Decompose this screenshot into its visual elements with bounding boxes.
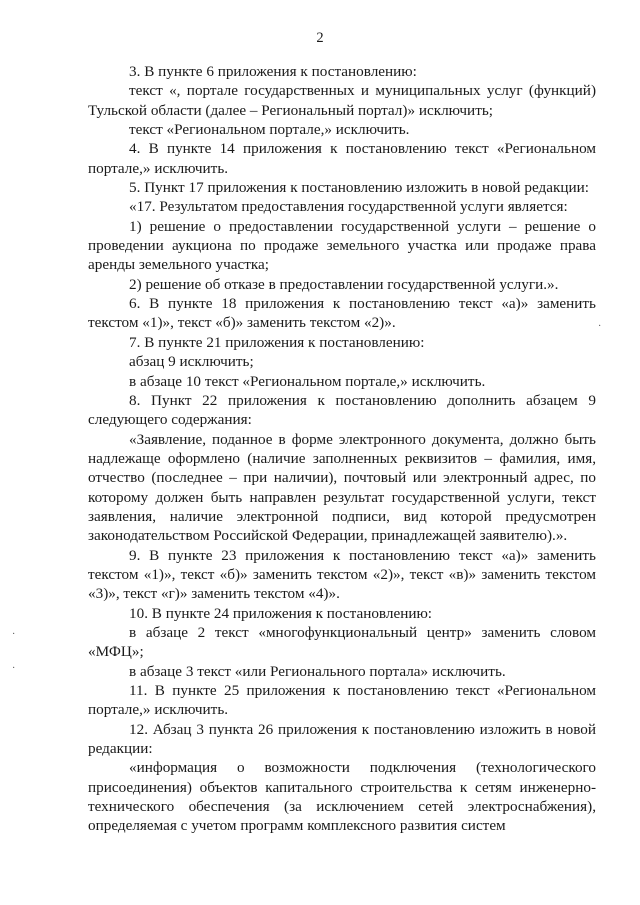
paragraph: 8. Пункт 22 приложения к постановлению дополнить абзацем 9 следующего содержания: bbox=[88, 391, 596, 429]
paragraph: текст «Региональном портале,» исключить. bbox=[129, 121, 410, 139]
paragraph: 10. В пункте 24 приложения к постановлению: bbox=[129, 604, 433, 622]
paragraph: «информация о возможности подключения (технологического присоединения) объектов капитального строительства к сетям инженерно-технического обеспечения (за исключением сетей электроснабжения), определяемая с учетом программ комплексного развития систем bbox=[88, 759, 596, 835]
paragraph: 5. Пункт 17 приложения к постановлению изложить в новой редакции: bbox=[129, 179, 589, 197]
paragraph: «Заявление, поданное в форме электронного документа, должно быть надлежаще оформлено (наличие заполненных реквизитов – фамилия, имя, отчество (последнее – при наличии), почтовый или электронный адрес, по которому должен быть направлен результат государственной услуги, текст заявления, наличие электронной подписи, вид которой предусмотрен законодательством Российской Федерации, принадлежащей заявителю).». bbox=[88, 430, 596, 545]
paragraph: 9. В пункте 23 приложения к постановлению текст «а)» заменить текстом «1)», текст «б)» заменить текстом «2)», текст «в)» заменить текстом «3)», текст «г)» заменить текстом «4)». bbox=[88, 546, 596, 603]
paragraph: 3. В пункте 6 приложения к постановлению: bbox=[129, 63, 417, 80]
paragraph: в абзаце 3 текст «или Регионального портала» исключить. bbox=[129, 662, 506, 680]
paragraph: «17. Результатом предоставления государственной услуги является: bbox=[129, 198, 568, 216]
page-number: 2 bbox=[316, 30, 324, 46]
document-body bbox=[88, 62, 596, 836]
paragraph: абзац 9 исключить; bbox=[129, 353, 254, 371]
scan-speck: · bbox=[12, 629, 16, 640]
paragraph: 11. В пункте 25 приложения к постановлению текст «Региональном портале,» исключить. bbox=[88, 682, 596, 719]
scan-speck: · bbox=[12, 663, 16, 674]
paragraph: 1) решение о предоставлении государственной услуги – решение о проведении аукциона по продаже земельного участка или продаже права аренды земельного участка; bbox=[88, 217, 596, 274]
paragraph: 4. В пункте 14 приложения к постановлению текст «Региональном портале,» исключить. bbox=[88, 140, 596, 177]
paragraph: 12. Абзац 3 пункта 26 приложения к постановлению изложить в новой редакции: bbox=[88, 720, 596, 758]
scan-speck: · bbox=[598, 321, 602, 332]
paragraph: 7. В пункте 21 приложения к постановлению: bbox=[129, 333, 425, 351]
paragraph: в абзаце 10 текст «Региональном портале,» исключить. bbox=[129, 372, 486, 390]
paragraph: 2) решение об отказе в предоставлении государственной услуги.». bbox=[129, 275, 559, 293]
paragraph: в абзаце 2 текст «многофункциональный центр» заменить словом «МФЦ»; bbox=[88, 623, 596, 661]
paragraph: текст «, портале государственных и муниципальных услуг (функций) Тульской области (далее – Региональный портал)» исключить; bbox=[88, 82, 596, 119]
paragraph: 6. В пункте 18 приложения к постановлению текст «а)» заменить текстом «1)», текст «б)» заменить текстом «2)». bbox=[88, 295, 596, 332]
